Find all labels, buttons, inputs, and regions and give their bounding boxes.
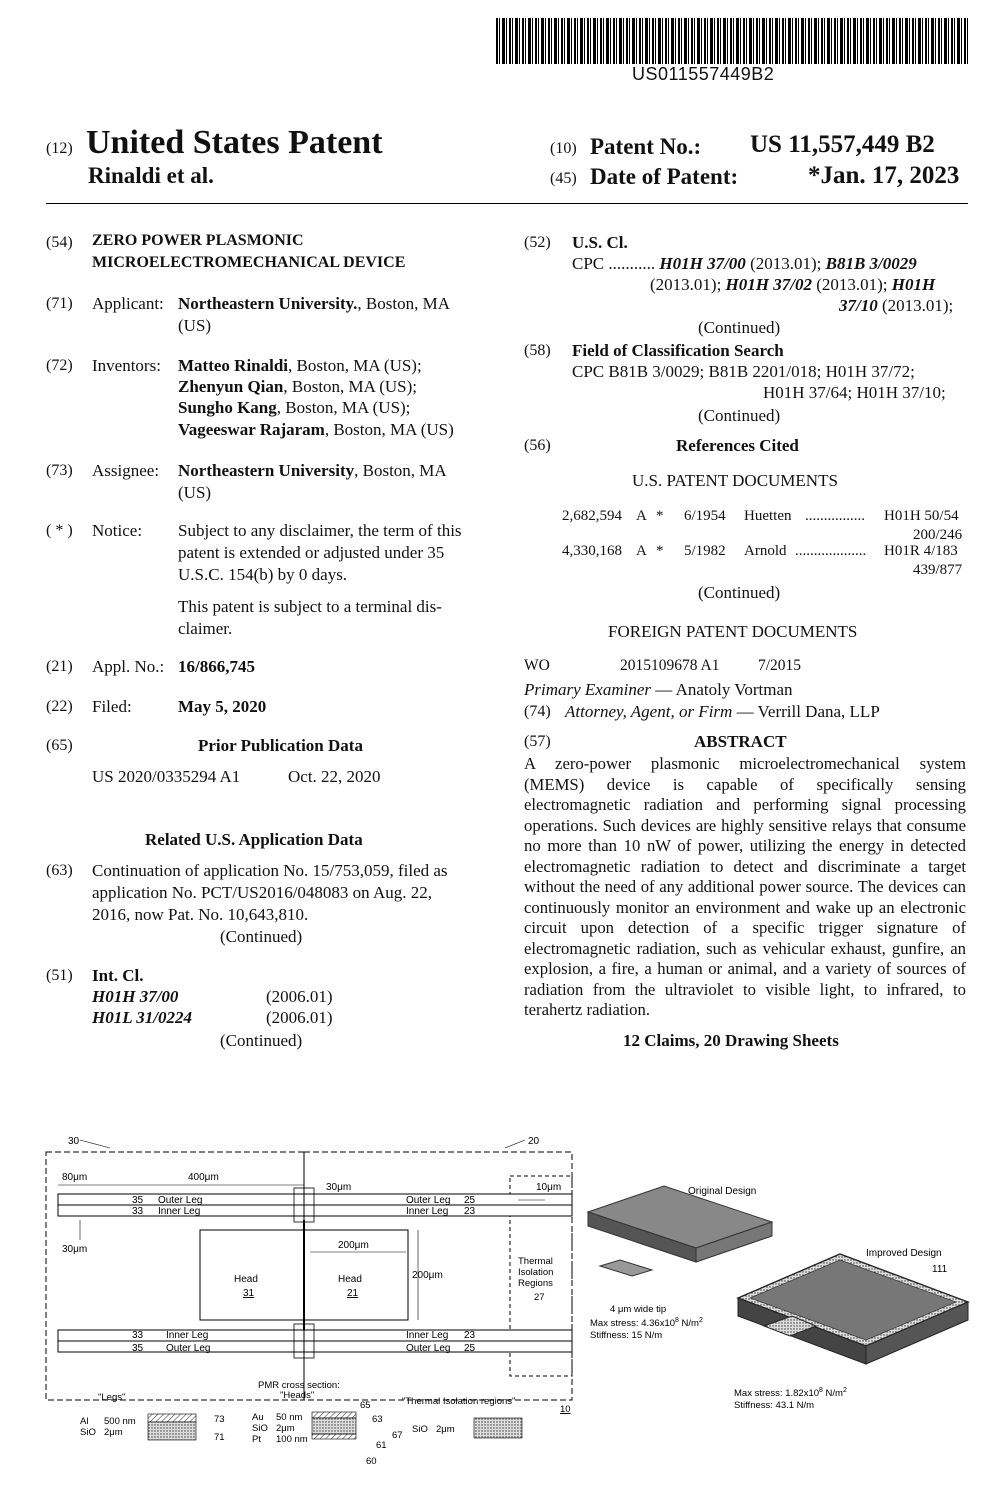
assignee-country: (US) xyxy=(178,483,212,502)
svg-text:67: 67 xyxy=(392,1430,403,1441)
terminal-line-2: claimer. xyxy=(178,619,233,638)
references-heading: References Cited xyxy=(676,436,799,455)
prior-pub-heading: Prior Publication Data xyxy=(198,736,363,755)
field-search-label: Field of Classification Search xyxy=(572,341,784,360)
attorney: Attorney, Agent, or Firm — Verrill Dana, LLP xyxy=(565,702,880,721)
uscl-label: U.S. Cl. xyxy=(572,233,628,252)
svg-text:Stiffness: 43.1 N/m: Stiffness: 43.1 N/m xyxy=(734,1400,815,1411)
patent-number: US 11,557,449 B2 xyxy=(750,131,935,158)
svg-text:500 nm: 500 nm xyxy=(104,1416,136,1427)
ref-1-class: H01H 50/54 xyxy=(884,508,959,524)
primary-examiner: Primary Examiner — Anatoly Vortman xyxy=(524,680,793,699)
thermal-sio2-layer xyxy=(474,1418,522,1438)
svg-text:Outer Leg: Outer Leg xyxy=(158,1195,203,1206)
abstract-text: A zero-power plasmonic microelectromechanical system (MEMS) device is capable of specifically sensing electromagnetic radiation and performing signal processing operations. Such devices are highly sensitive relays that consume no more than 10 nW of power, utilizing the energy in detected electromagnetic radiation to detect and discriminate a target without the need of any additional power source. The devices can continuously monitor an environment and wake up an electronic circuit upon detection of a specific trigger signature of electromagnetic radiation, such as vehicular exhaust, gunfire, an explosion, a fire, a human or animal, and a variety of sources of radiation from the ultraviolet to visible light, to infrared, to terahertz radiation. xyxy=(524,754,966,1019)
foreign-heading: FOREIGN PATENT DOCUMENTS xyxy=(608,622,858,641)
svg-text:Inner Leg: Inner Leg xyxy=(406,1206,449,1217)
heads-pt-layer xyxy=(312,1434,356,1439)
svg-text:35: 35 xyxy=(132,1195,144,1206)
us-docs-heading: U.S. PATENT DOCUMENTS xyxy=(632,471,838,490)
svg-text:33: 33 xyxy=(132,1206,144,1217)
ref-1-star: * xyxy=(656,508,664,524)
svg-text:2μm: 2μm xyxy=(276,1423,295,1434)
heads-sio2-layer xyxy=(312,1418,356,1434)
svg-text:Head: Head xyxy=(234,1274,258,1285)
svg-text:23: 23 xyxy=(464,1206,476,1217)
svg-text:Original Design: Original Design xyxy=(688,1186,757,1197)
svg-text:100 nm: 100 nm xyxy=(276,1434,308,1445)
svg-text:25: 25 xyxy=(464,1195,476,1206)
continuation-line-2: application No. PCT/US2016/048083 on Aug. 22, xyxy=(92,883,432,902)
f21-code: (21) xyxy=(46,658,73,675)
svg-text:SiO: SiO xyxy=(80,1427,96,1438)
patent-date: *Jan. 17, 2023 xyxy=(808,162,960,189)
kind-code-12: (12) xyxy=(46,140,73,157)
terminal-line-1: This patent is subject to a terminal dis- xyxy=(178,597,442,616)
foreign-date: 7/2015 xyxy=(758,657,802,674)
patent-no-label: Patent No.: xyxy=(590,134,702,159)
prior-pub-date: Oct. 22, 2020 xyxy=(288,767,381,786)
svg-text:10μm: 10μm xyxy=(536,1182,562,1193)
svg-text:Inner Leg: Inner Leg xyxy=(166,1330,209,1341)
notice-line-3: U.S.C. 154(b) by 0 days. xyxy=(178,565,348,584)
f52-code: (52) xyxy=(524,234,551,251)
intcl-1-ver: (2006.01) xyxy=(266,987,333,1006)
invention-title-1: ZERO POWER PLASMONIC xyxy=(92,232,304,249)
svg-text:73: 73 xyxy=(214,1414,225,1425)
notice-line-1: Subject to any disclaimer, the term of this xyxy=(178,521,462,540)
cpc-line-2: (2013.01); H01H 37/02 (2013.01); H01H xyxy=(650,275,936,294)
svg-text:25: 25 xyxy=(464,1343,476,1354)
svg-text:Inner Leg: Inner Leg xyxy=(406,1330,449,1341)
assignee-label: Assignee: xyxy=(92,461,160,480)
ref-1-name: Huetten xyxy=(744,508,792,524)
intcl-1: H01H 37/00 xyxy=(92,987,179,1006)
f71-code: (71) xyxy=(46,295,73,312)
ref-30: 30 xyxy=(68,1136,80,1147)
svg-text:27: 27 xyxy=(534,1292,545,1303)
ref-1-class2: 200/246 xyxy=(913,527,963,543)
continued-3: (Continued) xyxy=(698,318,781,337)
authors: Rinaldi et al. xyxy=(88,163,214,188)
ref-2-star: * xyxy=(656,543,664,559)
ref-2-kind: A xyxy=(636,543,647,559)
svg-text:200μm: 200μm xyxy=(412,1270,443,1281)
svg-text:65: 65 xyxy=(360,1400,371,1411)
svg-text:Improved Design: Improved Design xyxy=(866,1248,942,1259)
original-tip xyxy=(600,1260,652,1276)
f56-code: (56) xyxy=(524,437,551,454)
f54-code: (54) xyxy=(46,234,73,251)
field-search-line-2: H01H 37/64; H01H 37/10; xyxy=(763,383,946,402)
svg-text:21: 21 xyxy=(347,1288,359,1299)
svg-text:30μm: 30μm xyxy=(62,1244,88,1255)
ref-1-date: 6/1954 xyxy=(684,508,726,524)
inventor-3: Sungho Kang, Boston, MA (US); xyxy=(178,398,411,417)
svg-text:Inner Leg: Inner Leg xyxy=(158,1206,201,1217)
legs-al-layer xyxy=(148,1414,196,1422)
cpc-line-1: CPC ........... H01H 37/00 (2013.01); B81B 3/0029 xyxy=(572,254,917,273)
applicant-label: Applicant: xyxy=(92,294,164,313)
header-rule xyxy=(46,203,968,204)
intcl-2: H01L 31/0224 xyxy=(92,1008,192,1027)
svg-text:31: 31 xyxy=(243,1288,255,1299)
foreign-wo: WO xyxy=(524,657,550,674)
prior-pub-number: US 2020/0335294 A1 xyxy=(92,767,241,786)
patent-no-code: (10) xyxy=(550,140,577,157)
svg-text:80μm: 80μm xyxy=(62,1172,88,1183)
svg-text:SiO: SiO xyxy=(412,1424,428,1435)
claims-summary: 12 Claims, 20 Drawing Sheets xyxy=(623,1031,839,1050)
notice-label: Notice: xyxy=(92,521,143,540)
invention-title-2: MICROELECTROMECHANICAL DEVICE xyxy=(92,254,406,271)
notice-code: ( * ) xyxy=(46,522,73,539)
svg-text:111: 111 xyxy=(932,1264,948,1275)
ref-1-number: 2,682,594 xyxy=(562,508,622,524)
abstract-heading: ABSTRACT xyxy=(694,732,787,751)
related-heading: Related U.S. Application Data xyxy=(145,830,363,849)
svg-text:"Legs": "Legs" xyxy=(98,1392,126,1403)
continuation-line-3: 2016, now Pat. No. 10,643,810. xyxy=(92,905,309,924)
svg-text:200μm: 200μm xyxy=(338,1240,369,1251)
svg-text:Regions: Regions xyxy=(518,1278,553,1289)
svg-text:71: 71 xyxy=(214,1432,225,1443)
ref-2-class: H01R 4/183 xyxy=(884,543,958,559)
appl-no-label: Appl. No.: xyxy=(92,657,165,676)
svg-text:35: 35 xyxy=(132,1343,144,1354)
svg-text:30μm: 30μm xyxy=(326,1182,352,1193)
f74-code: (74) xyxy=(524,703,551,720)
svg-text:Outer Leg: Outer Leg xyxy=(406,1195,451,1206)
svg-text:50 nm: 50 nm xyxy=(276,1412,303,1423)
svg-text:Outer Leg: Outer Leg xyxy=(166,1343,211,1354)
svg-text:61: 61 xyxy=(376,1440,387,1451)
field-search-line-1: CPC B81B 3/0029; B81B 2201/018; H01H 37/72; xyxy=(572,362,915,381)
intcl-2-ver: (2006.01) xyxy=(266,1008,333,1027)
f51-code: (51) xyxy=(46,967,73,984)
svg-text:Stiffness: 15 N/m: Stiffness: 15 N/m xyxy=(590,1330,663,1341)
ref-2-name: Arnold xyxy=(744,543,787,559)
svg-text:23: 23 xyxy=(464,1330,476,1341)
svg-text:Outer Leg: Outer Leg xyxy=(406,1343,451,1354)
svg-text:400μm: 400μm xyxy=(188,1172,219,1183)
svg-text:60: 60 xyxy=(366,1456,377,1467)
date-code: (45) xyxy=(550,170,577,187)
f22-code: (22) xyxy=(46,698,73,715)
svg-text:Max stress: 1.82x108 N/m2: Max stress: $1.82x10^8$ $N/m^2$ xyxy=(734,1387,847,1399)
svg-text:Max stress: 4.36x108 N/m2: Max stress: $4.36x10^8$ $N/m^2$ xyxy=(590,1317,703,1329)
svg-text:Head: Head xyxy=(338,1274,362,1285)
f58-code: (58) xyxy=(524,342,551,359)
intcl-label: Int. Cl. xyxy=(92,966,144,985)
barcode xyxy=(496,18,968,64)
svg-text:2μm: 2μm xyxy=(104,1427,123,1438)
f73-code: (73) xyxy=(46,462,73,479)
inventor-1: Matteo Rinaldi, Boston, MA (US); xyxy=(178,356,422,375)
svg-text:Thermal: Thermal xyxy=(518,1256,553,1267)
applicant-value: Northeastern University., Boston, MA xyxy=(178,294,450,313)
ref-2-dots: ................... xyxy=(795,543,867,559)
svg-text:PMR cross section:: PMR cross section: xyxy=(258,1380,340,1391)
patent-type-title: United States Patent xyxy=(86,124,383,161)
ref-2-date: 5/1982 xyxy=(684,543,726,559)
f57-code: (57) xyxy=(524,733,551,750)
svg-text:10: 10 xyxy=(560,1404,571,1415)
continued-5: (Continued) xyxy=(698,583,781,602)
ref-20: 20 xyxy=(528,1136,540,1147)
foreign-number: 2015109678 A1 xyxy=(620,657,720,674)
svg-text:"Heads": "Heads" xyxy=(280,1390,315,1401)
continued-2: (Continued) xyxy=(220,1031,303,1050)
applicant-country: (US) xyxy=(178,316,212,335)
inventor-2: Zhenyun Qian, Boston, MA (US); xyxy=(178,377,418,396)
cpc-line-3: 37/10 (2013.01); xyxy=(839,296,954,315)
svg-text:33: 33 xyxy=(132,1330,144,1341)
svg-text:63: 63 xyxy=(372,1414,383,1425)
notice-line-2: patent is extended or adjusted under 35 xyxy=(178,543,445,562)
heads-au-layer xyxy=(312,1412,356,1418)
inventor-4: Vageeswar Rajaram, Boston, MA (US) xyxy=(178,420,454,439)
legs-sio2-layer xyxy=(148,1422,196,1440)
svg-text:SiO: SiO xyxy=(252,1423,268,1434)
date-label: Date of Patent: xyxy=(590,164,739,189)
svg-text:2μm: 2μm xyxy=(436,1424,455,1435)
continued-1: (Continued) xyxy=(220,927,303,946)
filed-label: Filed: xyxy=(92,697,132,716)
appl-no-value: 16/866,745 xyxy=(178,657,255,676)
continued-4: (Continued) xyxy=(698,406,781,425)
continuation-line-1: Continuation of application No. 15/753,059, filed as xyxy=(92,861,448,880)
inventors-label: Inventors: xyxy=(92,356,161,375)
f63-code: (63) xyxy=(46,862,73,879)
svg-text:Isolation: Isolation xyxy=(518,1267,554,1278)
f72-code: (72) xyxy=(46,357,73,374)
representative-drawing xyxy=(40,1130,980,1470)
assignee-value: Northeastern University, Boston, MA xyxy=(178,461,447,480)
svg-text:"Thermal Isolation regions": "Thermal Isolation regions" xyxy=(402,1396,516,1407)
svg-text:Al: Al xyxy=(80,1416,89,1427)
document-number: US011557449B2 xyxy=(632,64,775,84)
ref-2-class2: 439/877 xyxy=(913,562,963,578)
svg-text:Au: Au xyxy=(252,1412,264,1423)
f65-code: (65) xyxy=(46,737,73,754)
ref-1-dots: ................ xyxy=(805,508,865,524)
ref-1-kind: A xyxy=(636,508,647,524)
svg-text:Pt: Pt xyxy=(252,1434,261,1445)
svg-text:4 μm wide tip: 4 μm wide tip xyxy=(610,1304,667,1315)
filed-value: May 5, 2020 xyxy=(178,697,267,716)
ref-2-number: 4,330,168 xyxy=(562,543,622,559)
